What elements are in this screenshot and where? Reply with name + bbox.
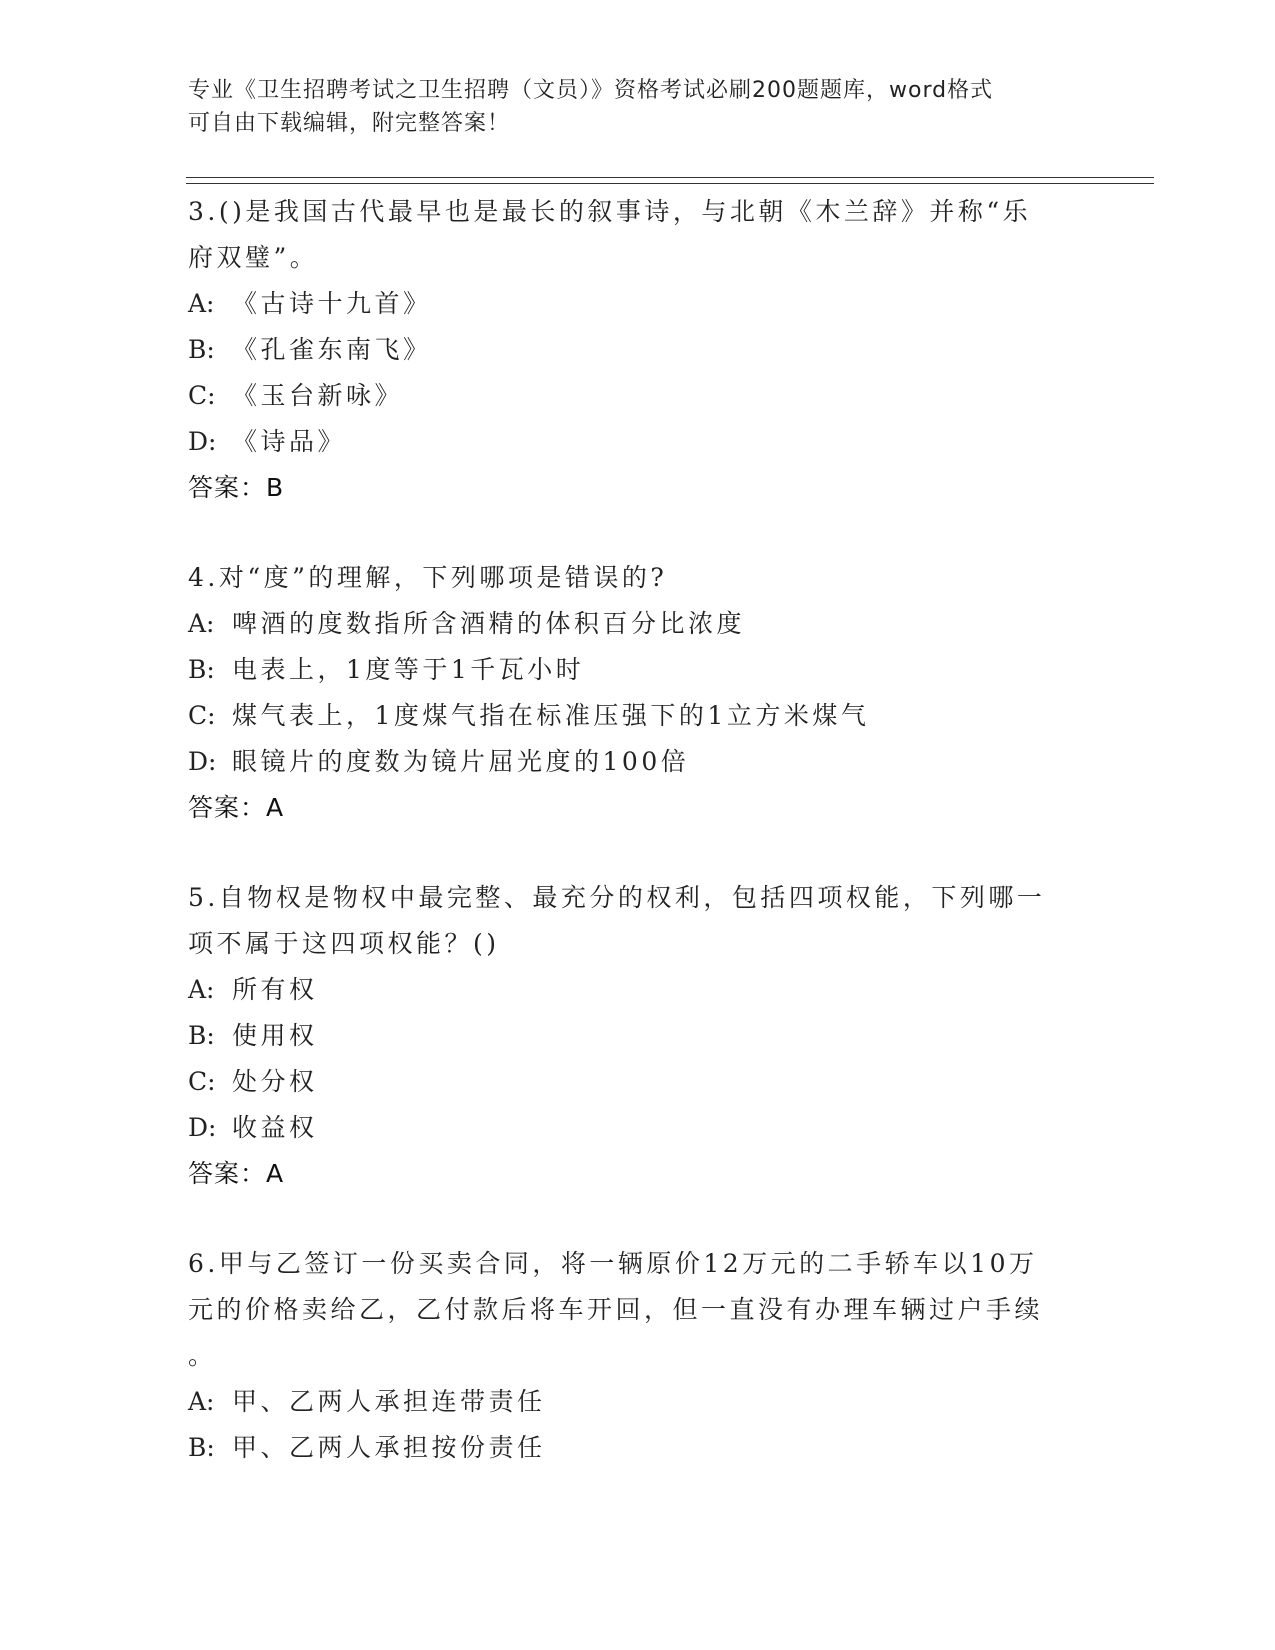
question-spacer bbox=[188, 1197, 1088, 1241]
option-text: 《诗品》 bbox=[232, 427, 347, 456]
question-spacer bbox=[188, 831, 1088, 875]
question-stem-line-1: 4.对“度”的理解，下列哪项是错误的? bbox=[188, 563, 668, 592]
option-key: C: bbox=[188, 381, 216, 410]
question-5 bbox=[188, 875, 1088, 1197]
option-key: D: bbox=[188, 747, 217, 776]
option-text: 电表上，1度等于1千瓦小时 bbox=[232, 655, 585, 684]
question-stem-line-2: 元的价格卖给乙，乙付款后将车开回，但一直没有办理车辆过户手续 bbox=[188, 1295, 1044, 1324]
option-c bbox=[188, 693, 1088, 739]
option-key: A: bbox=[188, 1387, 215, 1416]
question-stem-line-1: 6.甲与乙签订一份买卖合同，将一辆原价12万元的二手轿车以10万 bbox=[188, 1249, 1038, 1278]
option-text: 《玉台新咏》 bbox=[232, 381, 404, 410]
document-header bbox=[188, 74, 1068, 140]
option-b bbox=[188, 647, 1088, 693]
option-d bbox=[188, 739, 1088, 785]
question-stem-line-1: 3.()是我国古代最早也是最长的叙事诗，与北朝《木兰辞》并称“乐 bbox=[188, 197, 1032, 226]
option-key: C: bbox=[188, 1067, 216, 1096]
option-a bbox=[188, 281, 1088, 327]
question-stem-line-3: 。 bbox=[188, 1341, 217, 1370]
option-key: B: bbox=[188, 335, 215, 364]
option-a bbox=[188, 967, 1088, 1013]
header-divider-bottom bbox=[186, 183, 1154, 184]
option-text: 处分权 bbox=[232, 1067, 318, 1096]
option-key: A: bbox=[188, 289, 215, 318]
option-b bbox=[188, 327, 1088, 373]
answer-line: 答案：A bbox=[188, 1159, 285, 1188]
option-d bbox=[188, 419, 1088, 465]
question-stem bbox=[188, 1241, 1068, 1379]
option-text: 收益权 bbox=[232, 1113, 318, 1142]
option-key: B: bbox=[188, 1021, 215, 1050]
question-stem bbox=[188, 875, 1068, 967]
option-text: 甲、乙两人承担连带责任 bbox=[232, 1387, 546, 1416]
header-title-line-2: 可自由下载编辑，附完整答案！ bbox=[188, 111, 511, 136]
option-text: 啤酒的度数指所含酒精的体积百分比浓度 bbox=[232, 609, 746, 638]
option-key: C: bbox=[188, 701, 216, 730]
question-stem bbox=[188, 189, 1068, 281]
option-text: 甲、乙两人承担按份责任 bbox=[232, 1433, 546, 1462]
question-stem bbox=[188, 555, 1068, 601]
question-4 bbox=[188, 555, 1088, 831]
question-stem-line-1: 5.自物权是物权中最完整、最充分的权利，包括四项权能，下列哪一 bbox=[188, 883, 1046, 912]
question-stem-line-2: 府双璧”。 bbox=[188, 243, 319, 272]
answer-line: 答案：A bbox=[188, 793, 285, 822]
option-text: 《孔雀东南飞》 bbox=[232, 335, 432, 364]
option-c bbox=[188, 373, 1088, 419]
option-key: A: bbox=[188, 609, 215, 638]
header-divider-top bbox=[186, 177, 1154, 178]
option-text: 使用权 bbox=[232, 1021, 318, 1050]
question-stem-line-2: 项不属于这四项权能？() bbox=[188, 929, 500, 958]
option-text: 所有权 bbox=[232, 975, 318, 1004]
answer-line: 答案：B bbox=[188, 473, 285, 502]
question-spacer bbox=[188, 511, 1088, 555]
question-6 bbox=[188, 1241, 1088, 1471]
question-3 bbox=[188, 189, 1088, 511]
option-text: 《古诗十九首》 bbox=[232, 289, 432, 318]
option-d bbox=[188, 1105, 1088, 1151]
option-text: 眼镜片的度数为镜片屈光度的100倍 bbox=[232, 747, 690, 776]
option-key: B: bbox=[188, 655, 215, 684]
option-c bbox=[188, 1059, 1088, 1105]
option-b bbox=[188, 1013, 1088, 1059]
option-a bbox=[188, 601, 1088, 647]
question-list bbox=[188, 189, 1088, 1471]
option-key: A: bbox=[188, 975, 215, 1004]
option-a bbox=[188, 1379, 1088, 1425]
option-text: 煤气表上，1度煤气指在标准压强下的1立方米煤气 bbox=[232, 701, 870, 730]
option-key: D: bbox=[188, 427, 217, 456]
option-b bbox=[188, 1425, 1088, 1471]
option-key: B: bbox=[188, 1433, 215, 1462]
option-key: D: bbox=[188, 1113, 217, 1142]
header-title-line-1: 专业《卫生招聘考试之卫生招聘（文员）》资格考试必刷200题题库，word格式 bbox=[188, 78, 994, 103]
